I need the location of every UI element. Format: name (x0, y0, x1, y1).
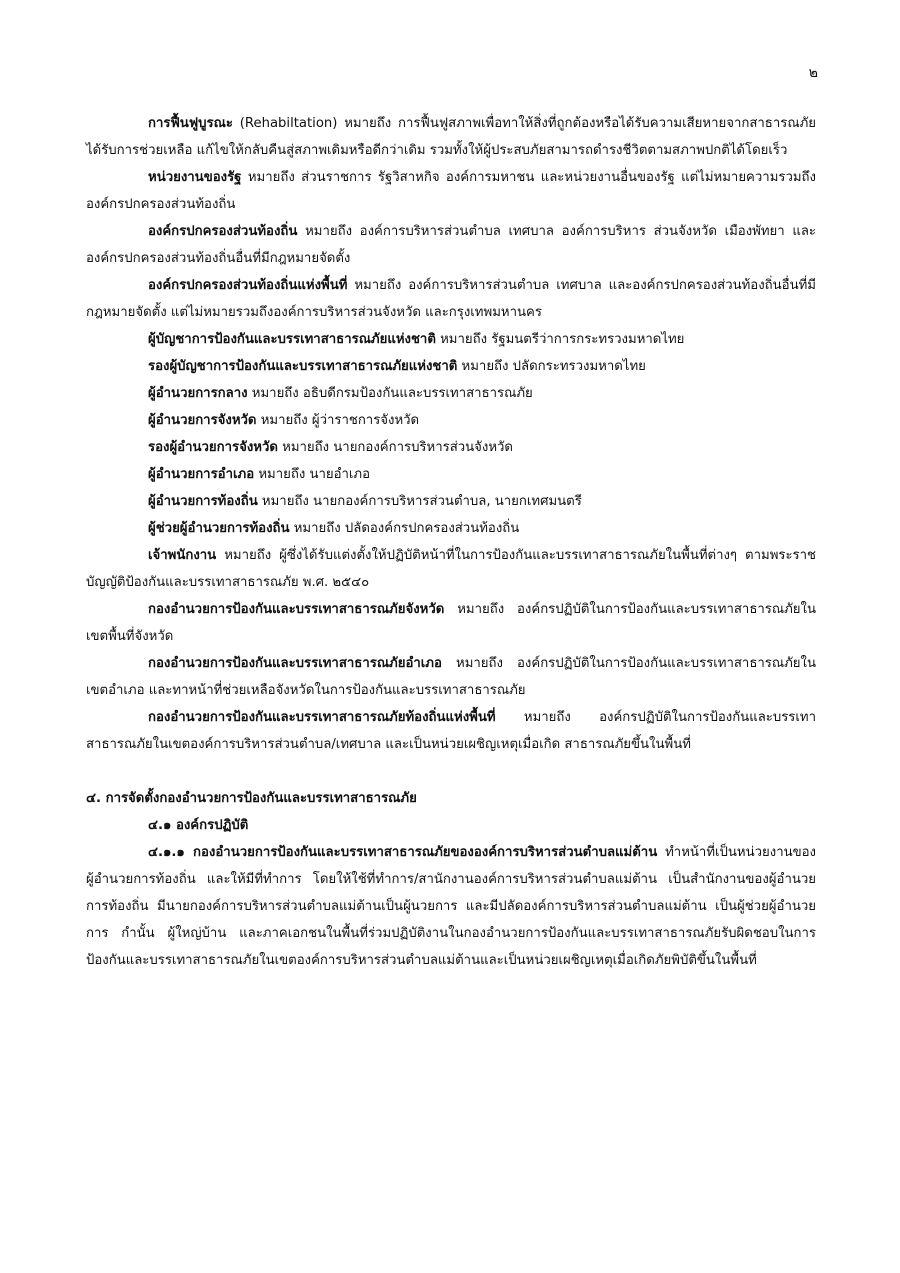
definition-text: หมายถึง องค์กรปฏิบัติในการป้องกันและบรรเทาสาธารณภัยในเขตพื้นที่จังหวัด (86, 602, 816, 644)
definition-text: หมายถึง นายอำเภอ (254, 467, 371, 482)
definition-term: ผู้อำนวยการจังหวัด (148, 413, 257, 428)
definition-text: (Rehabiltation) หมายถึง การฟื้นฟูสภาพเพื่อทาให้สิ่งที่ถูกต้องหรือได้รับความเสียหายจากสาธารณภัยได้รับการช่วยเหลือ แก้ไขให้กลับคืนสู่สภาพเดิมหรือดีกว่าเดิม รวมทั้งให้ผู้ประสบภัยสามารถดำรงชีวิตตามสภาพปกติได้โดยเร็ว (86, 116, 816, 158)
definition-paragraph (86, 434, 816, 461)
definition-text: หมายถึง ส่วนราชการ รัฐวิสาหกิจ องค์การมหาชน และหน่วยงานอื่นของรัฐ แต่ไม่หมายความรวมถึงองค์กรปกครองส่วนท้องถิ่น (86, 170, 816, 212)
definition-text: หมายถึง องค์การบริหารส่วนตำบล เทศบาล และองค์กรปกครองส่วนท้องถิ่นอื่นที่มีกฎหมายจัดตั้ง แต่ไม่หมายรวมถึงองค์การบริหารส่วนจังหวัด และกรุงเทพมหานคร (86, 278, 816, 320)
definition-term: รองผู้บัญชาการป้องกันและบรรเทาสาธารณภัยแห่งชาติ (148, 359, 458, 374)
definition-text: หมายถึง องค์การบริหารส่วนตำบล เทศบาล องค์การบริหาร ส่วนจังหวัด เมืองพัทยา และองค์กรปกครองส่วนท้องถิ่นอื่นที่มีกฎหมายจัดตั้ง (86, 224, 816, 266)
definition-text: หมายถึง อธิบดีกรมป้องกันและบรรเทาสาธารณภัย (247, 386, 533, 401)
definition-text: หมายถึง ผู้ว่าราชการจังหวัด (256, 413, 420, 428)
definition-term: กองอำนวยการป้องกันและบรรเทาสาธารณภัยท้องถิ่นแห่งพื้นที่ (148, 710, 496, 725)
definition-text: หมายถึง ปลัดองค์กรปกครองส่วนท้องถิ่น (289, 521, 520, 536)
definition-term: องค์กรปกครองส่วนท้องถิ่น (148, 224, 298, 239)
definition-text: หมายถึง นายกองค์การบริหารส่วนตำบล, นายกเทศมนตรี (257, 494, 582, 509)
definition-term: ผู้อำนวยการท้องถิ่น (148, 494, 258, 509)
definition-paragraph (86, 110, 816, 164)
definition-text: หมายถึง ผู้ซึ่งได้รับแต่งตั้งให้ปฏิบัติหน้าที่ในการป้องกันและบรรเทาสาธารณภัยในพื้นที่ต่างๆ ตามพระราชบัญญัติป้องกันและบรรเทาสาธารณภัย พ.ศ. ๒๕๔๐ (86, 548, 816, 590)
definition-paragraph (86, 704, 816, 758)
definition-paragraph (86, 515, 816, 542)
definition-term: กองอำนวยการป้องกันและบรรเทาสาธารณภัยอำเภอ (148, 656, 442, 671)
paragraph-term: ๔.๑.๑ กองอำนวยการป้องกันและบรรเทาสาธารณภัยขององค์การบริหารส่วนตำบลแม่ต้าน (148, 845, 658, 860)
definition-paragraph (86, 461, 816, 488)
paragraph-text: ทำหน้าที่เป็นหน่วยงานของผู้อำนวยการท้องถิ่น และให้มีที่ทำการ โดยให้ใช้ที่ทำการ/สานักงานองค์การบริหารส่วนตำบลแม่ต้าน เป็นสำนักงานของผู้อำนวยการท้องถิ่น มีนายกองค์การบริหารส่วนตำบลแม่ต้านเป็นผู้นวยการ และมีปลัดองค์การบริหารส่วนตำบลแม่ต้าน เป็นผู้ช่วยผู้อำนวยการ กำนั้น ผู้ใหญ่บ้าน และภาคเอกชนในพื้นที่ร่วมปฏิบัติงานในกองอำนวยการป้องกันและบรรเทาสาธารณภัยรับผิดชอบในการป้องกันและบรรเทาสาธารณภัยในเขตองค์การบริหารส่วนตำบลแม่ต้านและเป็นหน่วยเผชิญเหตุเมื่อเกิดภัยพิบัติขึ้นในพื้นที่ (86, 845, 816, 968)
definition-term: ผู้อำนวยการอำเภอ (148, 467, 255, 482)
definition-term: เจ้าพนักงาน (148, 548, 217, 563)
subsection-heading: ๔.๑ องค์กรปฏิบัติ (148, 818, 249, 833)
definition-paragraph (86, 488, 816, 515)
definition-term: ผู้บัญชาการป้องกันและบรรเทาสาธารณภัยแห่งชาติ (148, 332, 436, 347)
definition-paragraph (86, 218, 816, 272)
definition-paragraph (86, 596, 816, 650)
definition-term: รองผู้อำนวยการจังหวัด (148, 440, 278, 455)
definition-paragraph (86, 326, 816, 353)
definition-term: หน่วยงานของรัฐ (148, 170, 242, 185)
definition-text: หมายถึง รัฐมนตรีว่าการกระทรวงมหาดไทย (435, 332, 685, 347)
page-number: ๒ (808, 65, 818, 81)
body-paragraph (86, 839, 816, 974)
definition-term: ผู้ช่วยผู้อำนวยการท้องถิ่น (148, 521, 290, 536)
definition-term: องค์กรปกครองส่วนท้องถิ่นแห่งพื้นที่ (148, 278, 348, 293)
definition-paragraph (86, 164, 816, 218)
definition-paragraph (86, 272, 816, 326)
definition-text: หมายถึง องค์กรปฏิบัติในการป้องกันและบรรเทาสาธารณภัยในเขตองค์การบริหารส่วนตำบล/เทศบาล และเป็นหน่วยเผชิญเหตุเมื่อเกิด สาธารณภัยขึ้นในพื้นที่ (86, 710, 816, 752)
definition-paragraph (86, 353, 816, 380)
definition-paragraph (86, 407, 816, 434)
definition-term: กองอำนวยการป้องกันและบรรเทาสาธารณภัยจังหวัด (148, 602, 445, 617)
section-heading: ๔. การจัดตั้งกองอำนวยการป้องกันและบรรเทาสาธารณภัย (86, 791, 417, 806)
definition-term: ผู้อำนวยการกลาง (148, 386, 248, 401)
definition-paragraph (86, 542, 816, 596)
definition-paragraph (86, 650, 816, 704)
document-body (86, 110, 816, 974)
definition-paragraph (86, 380, 816, 407)
definition-text: หมายถึง ปลัดกระทรวงมหาดไทย (457, 359, 646, 374)
definition-text: หมายถึง นายกองค์การบริหารส่วนจังหวัด (277, 440, 513, 455)
definition-text: หมายถึง องค์กรปฏิบัติในการป้องกันและบรรเทาสาธารณภัยในเขตอำเภอ และทาหน้าที่ช่วยเหลือจังหวัดในการป้องกันและบรรเทาสาธารณภัย (86, 656, 816, 698)
definition-term: การฟื้นฟูบูรณะ (148, 116, 233, 131)
